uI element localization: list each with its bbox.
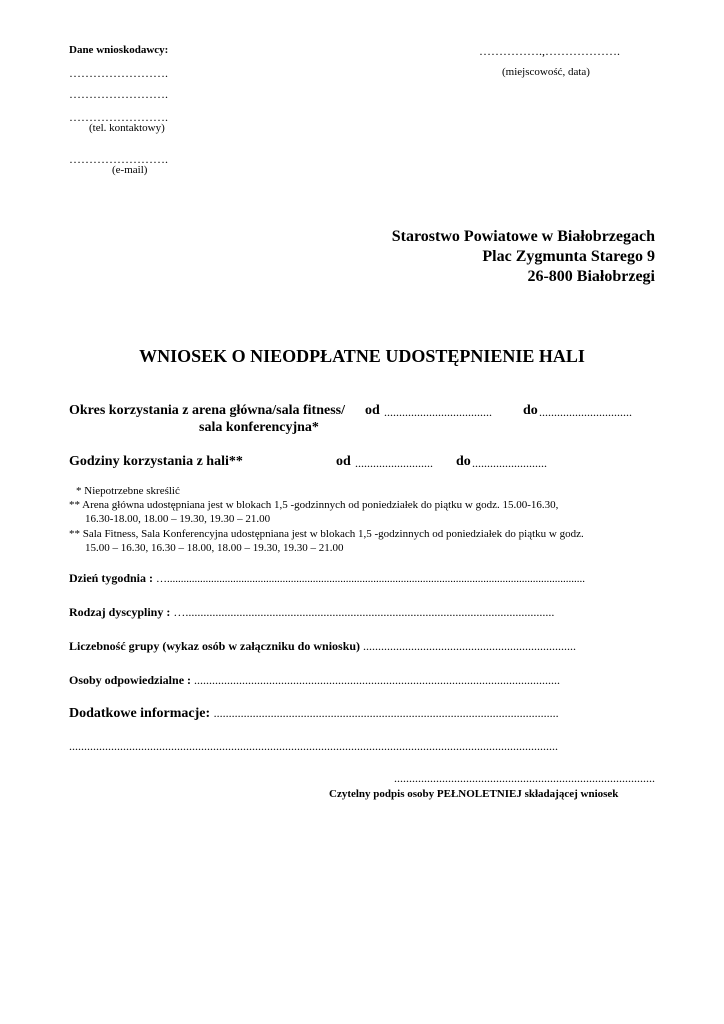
email-label: (e-mail) (112, 164, 148, 176)
period-label-continued: sala konferencyjna* (199, 420, 319, 435)
hours-do-field: ......................... (472, 456, 547, 470)
applicant-heading: Dane wnioskodawcy: (69, 44, 169, 56)
discipline-label: Rodzaj dyscypliny : (69, 605, 174, 619)
additional-info-label: Dodatkowe informacje: (69, 706, 214, 721)
discipline-field (69, 605, 554, 620)
hours-do-label: do (456, 454, 471, 469)
recipient-street: Plac Zygmunta Starego 9 (482, 248, 655, 265)
note-arena-line1: ** Arena główna udostępniana jest w blokach 1,5 -godzinnych od poniedziałek do piątku w godz. 15.00-16.30, (69, 499, 559, 511)
additional-info-dots: ................................................................................................................... (213, 706, 559, 720)
period-do-field: ............................... (539, 405, 632, 419)
responsible-persons-dots: .......................................................................................................................... (194, 673, 561, 687)
signature-line: ....................................................................................... (394, 771, 655, 785)
note-arena-line2: 16.30-18.00, 18.00 – 19.30, 19.30 – 21.00 (85, 513, 271, 525)
note-fitness-line2: 15.00 – 16.30, 16.30 – 18.00, 18.00 – 19.30, 19.30 – 21.00 (85, 542, 344, 554)
responsible-persons-label: Osoby odpowiedzialne : (69, 673, 195, 687)
period-od-label: od (365, 403, 380, 418)
document-title: WNIOSEK O NIEODPŁATNE UDOSTĘPNIENIE HALI (139, 346, 585, 366)
place-date-label: (miejscowość, data) (502, 66, 590, 78)
place-date-line: …………….,………………. (479, 44, 620, 58)
responsible-persons-field (69, 673, 560, 688)
period-label: Okres korzystania z arena główna/sala fitness/ (69, 403, 345, 418)
applicant-address-line: ……………………. (69, 87, 168, 101)
period-od-field: .................................... (384, 405, 492, 419)
recipient-name: Starostwo Powiatowe w Białobrzegach (391, 228, 655, 245)
recipient-city: 26-800 Białobrzegi (527, 268, 655, 285)
day-of-week-field (69, 571, 585, 586)
period-do-label: do (523, 403, 538, 418)
additional-info-field (69, 704, 559, 722)
day-of-week-label: Dzień tygodnia : (69, 571, 156, 585)
discipline-dots: …........................................................................................................................... (173, 605, 555, 619)
additional-info-line2: ................................................................................................................................................................... (69, 739, 558, 753)
hours-od-label: od (336, 454, 351, 469)
day-of-week-dots: …........................................................................................................................................................ (156, 573, 585, 585)
applicant-email-line: ……………………. (69, 152, 168, 166)
phone-label: (tel. kontaktowy) (89, 122, 165, 134)
group-size-dots: ....................................................................... (363, 639, 577, 653)
note-strike-out: * Niepotrzebne skreślić (76, 485, 180, 497)
applicant-name-line: ……………………. (69, 66, 168, 80)
hours-label: Godziny korzystania z hali** (69, 454, 243, 469)
note-fitness-line1: ** Sala Fitness, Sala Konferencyjna udostępniana jest w blokach 1,5 -godzinnych od poniedziałek do piątku w godz. (69, 528, 584, 540)
applicant-phone-line: ……………………. (69, 110, 168, 124)
hours-od-field: .......................... (355, 456, 433, 470)
group-size-label: Liczebność grupy (wykaz osób w załączniku do wniosku) (69, 639, 364, 653)
signature-label: Czytelny podpis osoby PEŁNOLETNIEJ składającej wniosek (329, 788, 619, 800)
group-size-field (69, 639, 576, 654)
